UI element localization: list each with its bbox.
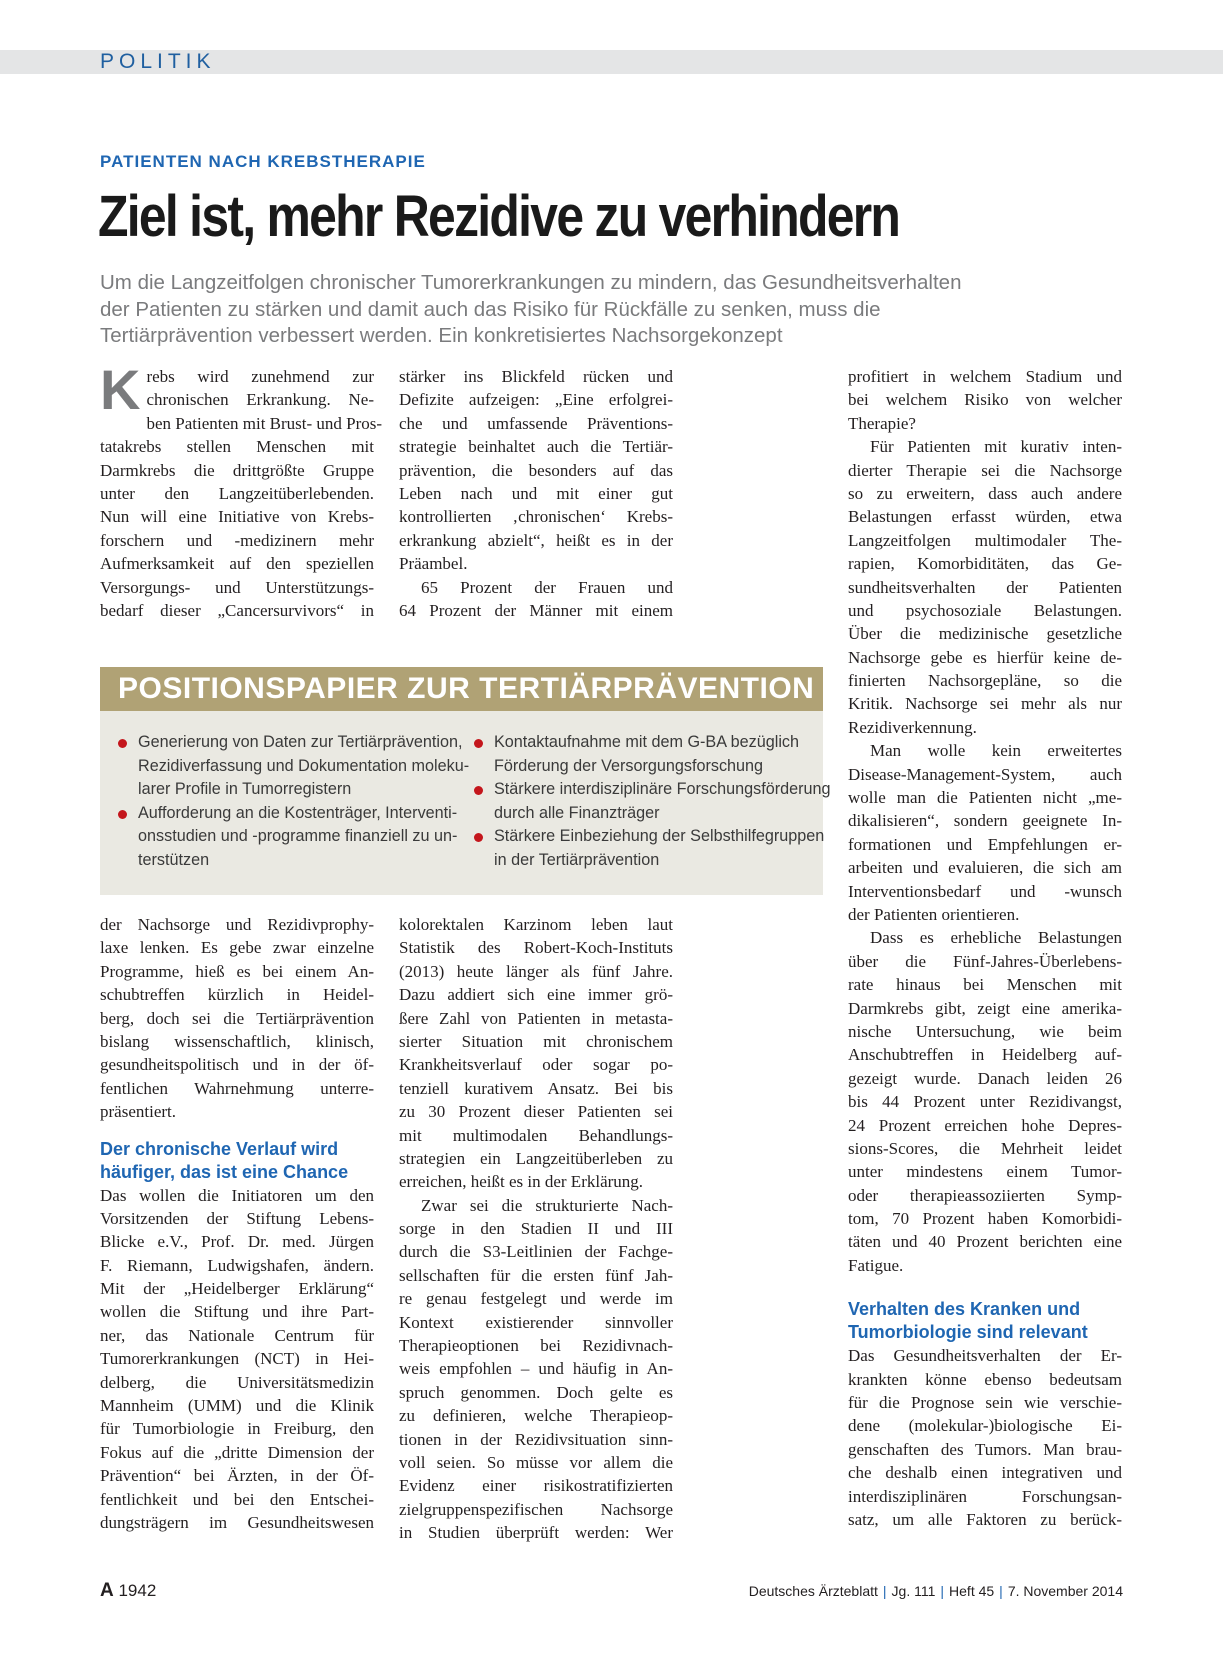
text-line: rate hinaus bei Menschen mit <box>848 975 1122 995</box>
text-line: oder therapieassoziierten Symp- <box>848 1185 1122 1205</box>
text-line: Blicke e.V., Prof. Dr. med. Jürgen <box>100 1232 374 1252</box>
text-line: dungsträgern im Gesundheitswesen <box>100 1512 374 1532</box>
lead-line: der Patienten zu stärken und damit auch das Risiko für Rückfälle zu senken, muss die <box>100 297 881 321</box>
text-line: F. Riemann, Ludwigshafen, ändern. <box>100 1255 374 1275</box>
bullet-icon <box>118 810 127 819</box>
text-line: wollen die Stiftung und ihre Part- <box>100 1302 374 1322</box>
text-line: Langzeitfolgen multimodaler The- <box>848 530 1122 550</box>
info-box-item-line: Förderung der Versorgungsforschung <box>494 756 764 775</box>
column-3 <box>848 365 1122 1531</box>
text-line: wolle man die Patienten nicht „me- <box>848 788 1122 808</box>
info-box-item-line: larer Profile in Tumorregistern <box>138 780 352 798</box>
text-line: zu definieren, welche Therapieop- <box>399 1406 673 1426</box>
info-box-item-line: terstützen <box>138 850 210 869</box>
info-box <box>100 667 831 895</box>
info-box-list-left <box>118 731 470 872</box>
column-2-top <box>399 365 673 622</box>
text-line: kolorektalen Karzinom leben laut <box>399 915 673 934</box>
text-line: Das wollen die Initiatoren um den <box>100 1185 374 1205</box>
text-line: erkrankung abzielt“, heißt es in der <box>399 530 673 550</box>
text-line: tatakrebs stellen Menschen mit <box>100 437 374 457</box>
text-line: 65 Prozent der Frauen und <box>421 577 673 597</box>
text-line: arbeiten und evaluieren, die sich am <box>848 858 1122 878</box>
text-line: delberg, die Universitätsmedizin <box>100 1372 374 1392</box>
info-box-item <box>118 731 470 802</box>
text-line: sierter Situation mit chronischem <box>399 1031 673 1051</box>
text-line: rebs wird zunehmend zur <box>146 367 374 386</box>
text-line: chronischen Erkrankung. Ne- <box>146 390 374 410</box>
text-line: und psychosoziale Belastungen. <box>848 600 1122 620</box>
info-box-item <box>474 778 831 825</box>
text-line: stärker ins Blickfeld rücken und <box>399 367 673 386</box>
text-line: der Nachsorge und Rezidivprophy- <box>100 915 374 934</box>
text-line: 24 Prozent erreichen hohe Depres- <box>848 1115 1122 1135</box>
text-line: formationen und Empfehlungen er- <box>848 834 1122 854</box>
text-line: interdisziplinären Forschungsan- <box>848 1486 1122 1506</box>
text-line: dierter Therapie sei die Nachsorge <box>848 460 1122 480</box>
text-line: kontrollierten ‚chronischen‘ Krebs- <box>399 507 673 527</box>
text-line: zielgruppenspezifischen Nachsorge <box>399 1499 673 1519</box>
info-box-item <box>118 802 458 873</box>
text-line: Tumorerkrankungen (NCT) in Hei- <box>100 1349 374 1369</box>
text-line: präsentiert. <box>100 1102 176 1122</box>
info-box-item-line: Stärkere interdisziplinäre Forschungsförderung <box>494 780 831 798</box>
text-line: Über die medizinische gesetzliche <box>848 624 1122 644</box>
text-line: Therapie? <box>848 413 916 433</box>
journal-issue: Heft 45 <box>949 1583 995 1599</box>
text-line: unter mindestens einem Tumor- <box>848 1162 1122 1182</box>
text-line: Präambel. <box>399 554 468 574</box>
article-kicker: PATIENTEN NACH KREBSTHERAPIE <box>100 152 426 171</box>
text-line: rapien, Komorbiditäten, das Ge- <box>848 554 1122 574</box>
article-headline: Ziel ist, mehr Rezidive zu verhindern <box>98 184 900 249</box>
text-line: Leben nach und mit einer gut <box>399 483 673 503</box>
text-line: Darmkrebs die drittgrößte Gruppe <box>100 460 374 480</box>
text-line: weis empfohlen – und häufig in An- <box>399 1359 673 1379</box>
info-box-item-line: Generierung von Daten zur Tertiärprävention, <box>138 733 463 751</box>
text-line: zu 30 Prozent dieser Patienten sei <box>399 1102 673 1122</box>
bullet-icon <box>474 786 483 795</box>
text-line: strategie beinhaltet auch die Tertiär- <box>399 437 673 457</box>
text-line: nische Untersuchung, wie beim <box>848 1021 1122 1041</box>
text-line: Versorgungs- und Unterstützungs- <box>100 577 374 597</box>
text-line: Für Patienten mit kurativ inten- <box>870 437 1122 457</box>
text-line: profitiert in welchem Stadium und <box>848 367 1122 386</box>
bullet-icon <box>474 739 483 748</box>
text-line: sundheitsverhalten der Patienten <box>848 577 1122 597</box>
text-line: bislang wissenschaftlich, klinisch, <box>100 1031 374 1051</box>
text-line: che deshalb einen integrativen und <box>848 1463 1122 1483</box>
subheading <box>848 1298 1122 1344</box>
info-box-item-line: Stärkere Einbeziehung der Selbsthilfegruppen <box>494 827 825 845</box>
text-line: bei welchem Risiko von welcher <box>848 390 1122 410</box>
text-line: Evidenz einer risikostratifizierten <box>399 1476 673 1496</box>
journal-name: Deutsches Ärzteblatt <box>748 1583 878 1599</box>
text-line: Prävention“ bei Ärzten, in der Öf- <box>100 1466 374 1486</box>
info-box-list-right <box>474 731 831 872</box>
info-box-item-line: Aufforderung an die Kostenträger, Interventi- <box>138 803 458 822</box>
lead-line: Um die Langzeitfolgen chronischer Tumorerkrankungen zu mindern, das Gesundheitsverhalten <box>100 271 962 294</box>
text-line: Disease-Management-System, auch <box>848 764 1122 784</box>
text-line: Vorsitzenden der Stiftung Lebens- <box>100 1208 374 1228</box>
text-line: voll seien. So müsse vor allem die <box>399 1452 673 1472</box>
text-line: che und umfassende Präventions- <box>399 413 673 433</box>
lead-line: Tertiärprävention verbessert werden. Ein konkretisiertes Nachsorgekonzept <box>100 324 783 347</box>
text-line: Kritik. Nachsorge sei mehr als nur <box>848 694 1122 714</box>
text-line: dikalisieren“, sondern geeignete In- <box>848 811 1122 831</box>
text-line: (2013) heute länger als fünf Jahre. <box>399 961 673 981</box>
text-line: Dass es erhebliche Belastungen <box>870 928 1122 948</box>
text-line: Anschubtreffen in Heidelberg auf- <box>848 1045 1122 1065</box>
text-line: Darmkrebs gibt, zeigt eine amerika- <box>848 998 1122 1018</box>
text-line: bedarf dieser „Cancersurvivors“ in <box>100 600 374 620</box>
info-box-item-line: durch alle Finanzträger <box>494 803 660 822</box>
info-box-item-line: onsstudien und -programme finanziell zu un- <box>138 827 458 845</box>
text-line: prävention, die besonders auf das <box>399 460 673 480</box>
text-line: für die Prognose sein wie verschie- <box>848 1393 1122 1413</box>
text-line: genschaften des Tumors. Man brau- <box>848 1439 1122 1459</box>
column-1-bottom <box>100 913 374 1534</box>
text-line: spruch genommen. Doch gelte es <box>399 1382 673 1402</box>
text-line: unter den Langzeitüberlebenden. <box>100 483 374 503</box>
subheading-line: Der chronische Verlauf wird <box>100 1138 339 1159</box>
journal-imprint: Deutsches Ärzteblatt | Jg. 111 | Heft 45 | 7. November 2014 <box>748 1583 1123 1599</box>
text-line: Kontext existierender sinnvoller <box>399 1312 673 1332</box>
info-box-title: POSITIONSPAPIER ZUR TERTIÄRPRÄVENTION <box>100 667 823 711</box>
text-line: in Studien überprüft werden: Wer <box>399 1523 673 1543</box>
subheading-line: Tumorbiologie sind relevant <box>848 1322 1088 1343</box>
text-line: Krankheitsverlauf oder sogar po- <box>399 1055 673 1075</box>
text-line: ner, das Nationale Centrum für <box>100 1325 374 1345</box>
subheading-line: Verhalten des Kranken und <box>848 1299 1081 1320</box>
info-box-item <box>474 825 825 872</box>
text-line: Defizite aufzeigen: „Eine erfolgrei- <box>399 390 673 410</box>
text-line: gezeigt wurde. Danach leiden 26 <box>848 1068 1122 1088</box>
text-line: satz, um alle Faktoren zu berück- <box>848 1509 1122 1529</box>
page-folio <box>100 1580 156 1602</box>
page-number: 1942 <box>118 1581 157 1600</box>
bullet-icon <box>474 833 483 842</box>
text-line: erreichen, heißt es in der Erklärung. <box>399 1172 644 1192</box>
text-line: Aufmerksamkeit auf den speziellen <box>100 554 374 574</box>
subheading <box>100 1138 374 1184</box>
folio-prefix: A <box>100 1580 114 1601</box>
text-line: Fatigue. <box>848 1255 904 1275</box>
section-label: POLITIK <box>100 50 216 73</box>
drop-cap: K <box>100 358 141 421</box>
info-box-item-line: in der Tertiärprävention <box>494 850 660 869</box>
text-line: ben Patienten mit Brust- und Pros- <box>146 413 383 433</box>
bullet-icon <box>118 739 127 748</box>
text-line: Zwar sei die strukturierte Nach- <box>421 1195 673 1215</box>
text-line: schubtreffen kürzlich in Heidel- <box>100 985 374 1005</box>
text-line: krankten könne ebenso bedeutsam <box>848 1369 1122 1389</box>
text-line: berg, doch sei die Tertiärprävention <box>100 1008 374 1028</box>
text-line: bis 44 Prozent unter Rezidivangst, <box>848 1092 1122 1112</box>
text-line: Rezidiverkennung. <box>848 717 977 737</box>
text-line: Nun will eine Initiative von Krebs- <box>100 507 374 527</box>
article-lead <box>100 270 1100 350</box>
text-line: Statistik des Robert-Koch-Instituts <box>399 938 673 958</box>
journal-date: 7. November 2014 <box>1007 1583 1123 1599</box>
text-line: Interventionsbedarf und -wunsch <box>848 881 1122 901</box>
text-line: tenziell kurativem Ansatz. Bei bis <box>399 1078 673 1098</box>
info-box-item <box>474 731 814 778</box>
text-line: fentlichen Wahrnehmung unterre- <box>100 1078 374 1098</box>
column-2-bottom <box>399 913 673 1545</box>
text-line: täten und 40 Prozent berichten eine <box>848 1232 1122 1252</box>
text-line: Therapieoptionen bei Rezidivnach- <box>399 1336 673 1356</box>
text-line: über die Fünf-Jahres-Überlebens- <box>848 951 1122 971</box>
journal-volume: Jg. 111 <box>891 1583 936 1599</box>
text-line: dene (molekular-)biologische Ei- <box>848 1416 1122 1436</box>
text-line: tom, 70 Prozent haben Komorbidi- <box>848 1209 1122 1229</box>
text-line: ßere Zahl von Patienten in metasta- <box>399 1008 673 1028</box>
text-line: tionen in der Rezidivsituation sinn- <box>399 1429 673 1449</box>
text-line: fentlichkeit und bei den Entschei- <box>100 1489 374 1509</box>
text-line: Dazu addiert sich eine immer grö- <box>399 985 673 1005</box>
text-line: Belastungen erfasst würden, etwa <box>848 507 1122 527</box>
text-line: laxe lenken. Es gebe zwar einzelne <box>100 938 374 958</box>
text-line: gesundheitspolitisch und in der öf- <box>100 1055 374 1075</box>
text-line: für Tumorbiologie in Freiburg, den <box>100 1419 374 1439</box>
text-line: der Patienten orientieren. <box>848 904 1020 924</box>
info-box-item-line: Rezidiverfassung und Dokumentation moleku- <box>138 756 470 775</box>
text-line: Man wolle kein erweitertes <box>870 741 1122 761</box>
text-line: Mannheim (UMM) und die Klinik <box>100 1396 374 1416</box>
text-line: Fokus auf die „dritte Dimension der <box>100 1442 374 1462</box>
text-line: finierten Nachsorgepläne, so die <box>848 671 1122 691</box>
text-line: sions-Scores, die Mehrheit leidet <box>848 1138 1122 1158</box>
column-1-top <box>100 358 383 622</box>
subheading-line: häufiger, das ist eine Chance <box>100 1161 349 1182</box>
text-line: Programme, hieß es bei einem An- <box>100 961 374 981</box>
info-box-item-line: Kontaktaufnahme mit dem G-BA bezüglich <box>494 733 800 751</box>
text-line: re genau festgelegt und werde im <box>399 1289 673 1309</box>
text-line: strategien ein Langzeitüberleben zu <box>399 1148 673 1168</box>
text-line: Das Gesundheitsverhalten der Er- <box>848 1346 1122 1366</box>
text-line: durch die S3-Leitlinien der Fachge- <box>399 1242 673 1262</box>
text-line: Nachsorge gebe es hierfür keine de- <box>848 647 1122 667</box>
text-line: Mit der „Heidelberger Erklärung“ <box>100 1279 374 1299</box>
text-line: 64 Prozent der Männer mit einem <box>399 600 673 620</box>
text-line: sellschaften für die ersten fünf Jah- <box>399 1265 673 1285</box>
text-line: mit multimodalen Behandlungs- <box>399 1125 673 1145</box>
text-line: sorge in den Stadien II und III <box>399 1219 673 1239</box>
text-line: so zu erweitern, dass auch andere <box>848 483 1122 503</box>
text-line: forschern und -medizinern mehr <box>100 530 374 550</box>
